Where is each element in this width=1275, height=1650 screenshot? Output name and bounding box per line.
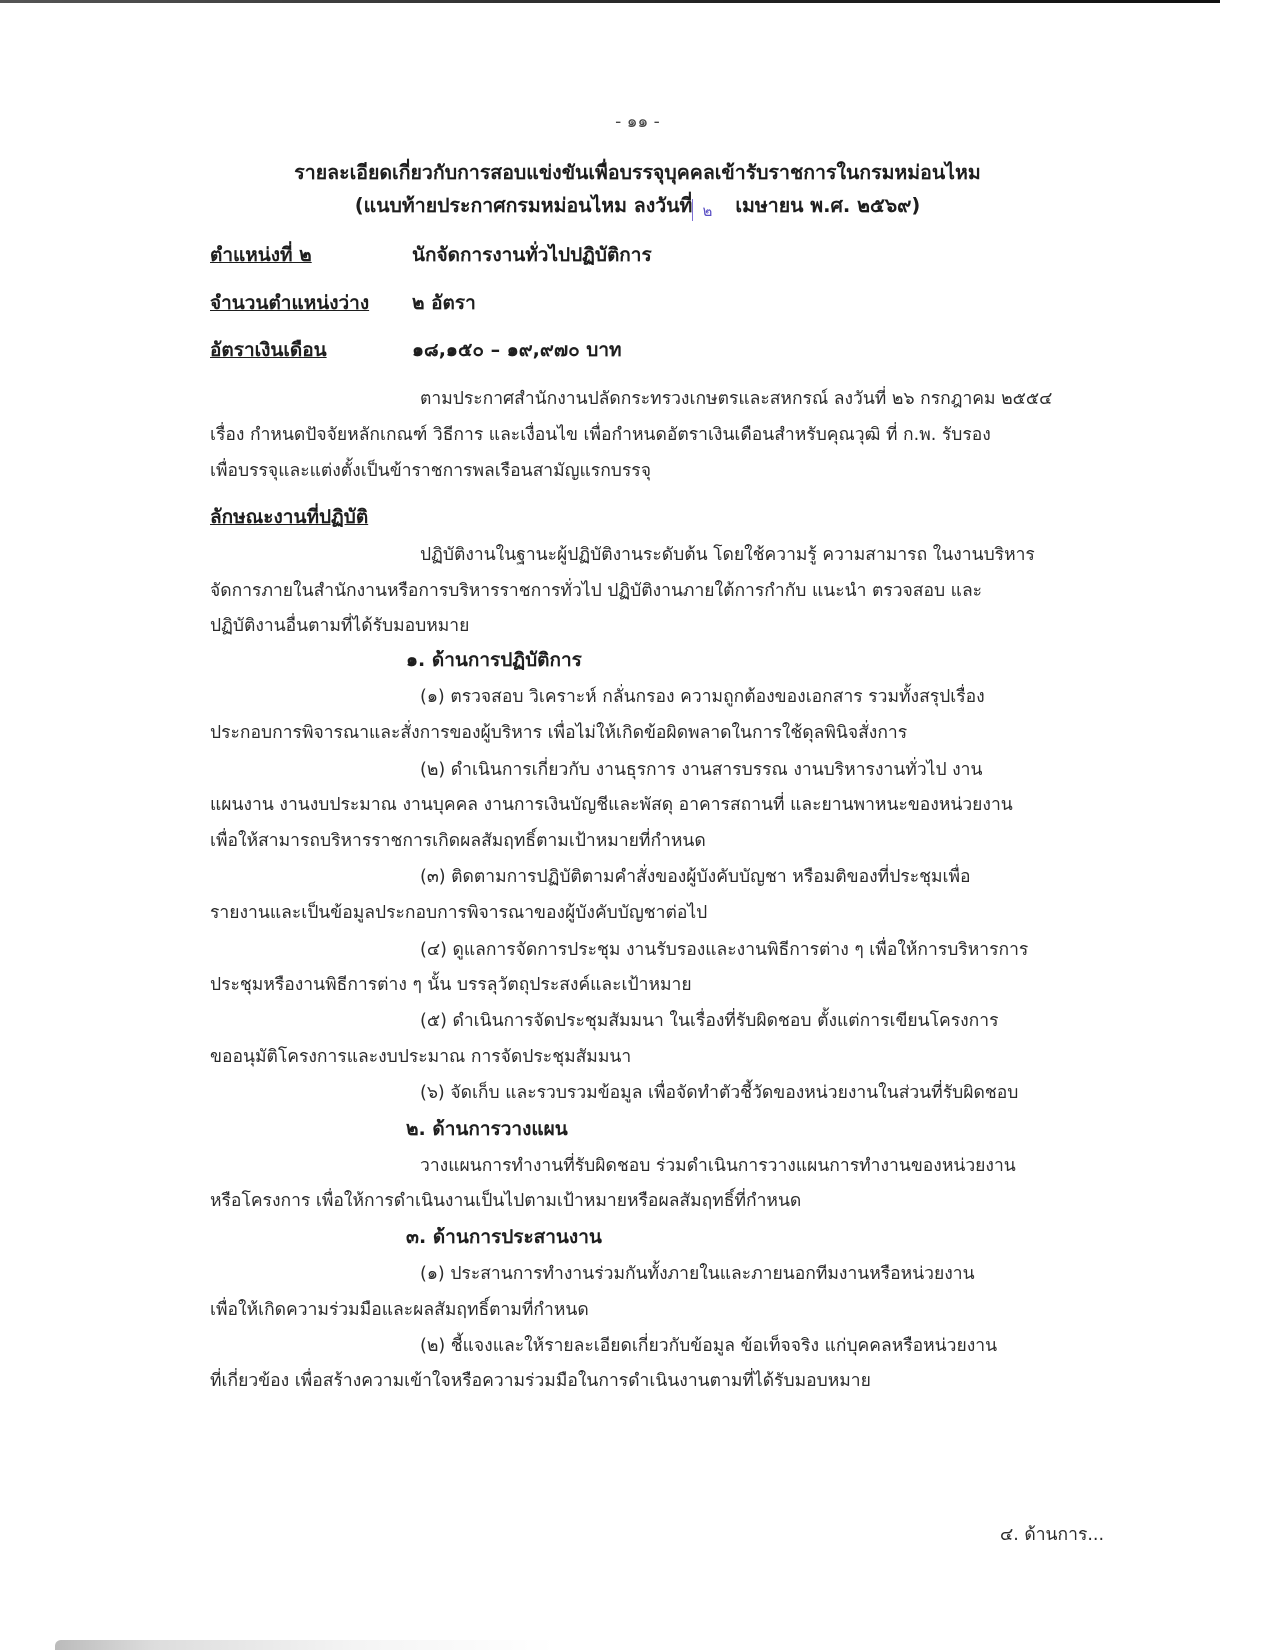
reference-line-3: เพื่อบรรจุและแต่งตั้งเป็นข้าราชการพลเรือนสามัญแรกบรรจุ: [210, 461, 651, 481]
s1-item3-line1: (๓) ติดตามการปฏิบัติตามคำสั่งของผู้บังคับบัญชา หรือมติของที่ประชุมเพื่อ: [420, 867, 971, 887]
s1-item2-line2: แผนงาน งานงบประมาณ งานบุคคล งานการเงินบัญชีและพัสดุ อาคารสถานที่ และยานพาหนะของหน่วยงาน: [210, 795, 1013, 815]
document-title: รายละเอียดเกี่ยวกับการสอบแข่งขันเพื่อบรรจุบุคคลเข้ารับราชการในกรมหม่อนไหม: [294, 161, 981, 184]
s2-item1-line1: วางแผนการทำงานที่รับผิดชอบ ร่วมดำเนินการวางแผนการทำงานของหน่วยงาน: [420, 1156, 1016, 1176]
s1-item2-line3: เพื่อให้สามารถบริหารราชการเกิดผลสัมฤทธิ์ตามเป้าหมายที่กำหนด: [210, 831, 706, 851]
continuation-marker: ๔. ด้านการ...: [1000, 1525, 1105, 1545]
reference-line-1: ตามประกาศสำนักงานปลัดกระทรวงเกษตรและสหกรณ์ ลงวันที่ ๒๖ กรกฎาคม ๒๕๕๔: [420, 389, 1053, 409]
s1-item1-line2: ประกอบการพิจารณาและสั่งการของผู้บริหาร เพื่อไม่ให้เกิดข้อผิดพลาดในการใช้ดุลพินิจสั่งการ: [210, 723, 908, 743]
s1-item6-line1: (๖) จัดเก็บ และรวบรวมข้อมูล เพื่อจัดทำตัวชี้วัดของหน่วยงานในส่วนที่รับผิดชอบ: [420, 1083, 1019, 1103]
position-number-label: ตำแหน่งที่ ๒: [210, 244, 312, 266]
position-title: นักจัดการงานทั่วไปปฏิบัติการ: [412, 244, 652, 266]
salary-label: อัตราเงินเดือน: [210, 339, 327, 361]
s3-item1-line2: เพื่อให้เกิดความร่วมมือและผลสัมฤทธิ์ตามที่กำหนด: [210, 1300, 589, 1320]
s1-item2-line1: (๒) ดำเนินการเกี่ยวกับ งานธุรการ งานสารบรรณ งานบริหารงานทั่วไป งาน: [420, 760, 983, 780]
handwritten-day: ๒: [692, 199, 721, 221]
document-subtitle: [0, 190, 1275, 221]
scan-bottom-edge: [55, 1640, 555, 1650]
section-2-title: ๒. ด้านการวางแผน: [406, 1118, 568, 1140]
subtitle-prefix: (แนบท้ายประกาศกรมหม่อนไหม ลงวันที่: [354, 194, 693, 217]
job-intro-line-1: ปฏิบัติงานในฐานะผู้ปฏิบัติงานระดับต้น โดยใช้ความรู้ ความสามารถ ในงานบริหาร: [420, 545, 1035, 565]
vacancies-label: จำนวนตำแหน่งว่าง: [210, 292, 370, 314]
salary-value: ๑๘,๑๕๐ – ๑๙,๙๗๐ บาท: [412, 339, 622, 361]
s1-item4-line2: ประชุมหรืองานพิธีการต่าง ๆ นั้น บรรลุวัตถุประสงค์และเป้าหมาย: [210, 975, 692, 995]
s3-item2-line2: ที่เกี่ยวข้อง เพื่อสร้างความเข้าใจหรือความร่วมมือในการดำเนินงานตามที่ได้รับมอบหมาย: [210, 1371, 871, 1391]
reference-line-2: เรื่อง กำหนดปัจจัยหลักเกณฑ์ วิธีการ และเงื่อนไข เพื่อกำหนดอัตราเงินเดือนสำหรับคุณวุฒิ ที่ ก.พ. รับรอง: [210, 425, 991, 445]
job-intro-line-2: จัดการภายในสำนักงานหรือการบริหารราชการทั่วไป ปฏิบัติงานภายใต้การกำกับ แนะนำ ตรวจสอบ และ: [210, 581, 983, 601]
vacancies-value: ๒ อัตรา: [412, 292, 476, 314]
s1-item5-line2: ขออนุมัติโครงการและงบประมาณ การจัดประชุมสัมมนา: [210, 1047, 632, 1067]
s2-item1-line2: หรือโครงการ เพื่อให้การดำเนินงานเป็นไปตามเป้าหมายหรือผลสัมฤทธิ์ที่กำหนด: [210, 1191, 802, 1211]
s1-item3-line2: รายงานและเป็นข้อมูลประกอบการพิจารณาของผู้บังคับบัญชาต่อไป: [210, 903, 708, 923]
s1-item4-line1: (๔) ดูแลการจัดการประชุม งานรับรองและงานพิธีการต่าง ๆ เพื่อให้การบริหารการ: [420, 940, 1029, 960]
job-intro-line-3: ปฏิบัติงานอื่นตามที่ได้รับมอบหมาย: [210, 616, 470, 636]
s1-item1-line1: (๑) ตรวจสอบ วิเคราะห์ กลั่นกรอง ความถูกต้องของเอกสาร รวมทั้งสรุปเรื่อง: [420, 687, 985, 707]
s1-item5-line1: (๕) ดำเนินการจัดประชุมสัมมนา ในเรื่องที่รับผิดชอบ ตั้งแต่การเขียนโครงการ: [420, 1011, 999, 1031]
section-3-title: ๓. ด้านการประสานงาน: [406, 1226, 602, 1248]
subtitle-suffix: เมษายน พ.ศ. ๒๕๖๙): [735, 194, 921, 217]
s3-item2-line1: (๒) ชี้แจงและให้รายละเอียดเกี่ยวกับข้อมูล ข้อเท็จจริง แก่บุคคลหรือหน่วยงาน: [420, 1336, 998, 1356]
s3-item1-line1: (๑) ประสานการทำงานร่วมกันทั้งภายในและภายนอกทีมงานหรือหน่วยงาน: [420, 1264, 975, 1284]
job-description-heading: ลักษณะงานที่ปฏิบัติ: [210, 506, 369, 528]
page-number: - ๑๑ -: [615, 112, 660, 132]
section-1-title: ๑. ด้านการปฏิบัติการ: [406, 649, 582, 671]
